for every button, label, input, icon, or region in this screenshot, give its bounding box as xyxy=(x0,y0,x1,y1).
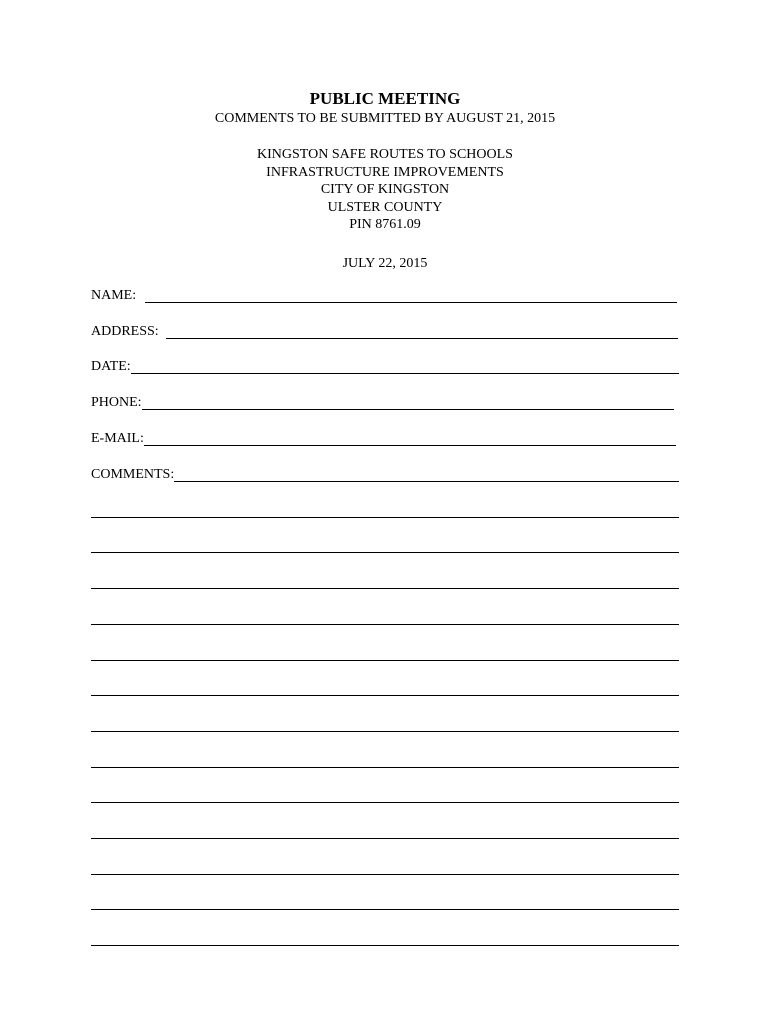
project-pin: PIN 8761.09 xyxy=(349,217,421,232)
comment-line[interactable] xyxy=(91,695,679,696)
phone-label: PHONE: xyxy=(91,395,142,410)
date-label: DATE: xyxy=(91,359,131,374)
name-label: NAME: xyxy=(91,288,137,303)
comment-line[interactable] xyxy=(91,588,679,589)
project-info xyxy=(0,146,770,234)
project-line: INFRASTRUCTURE IMPROVEMENTS xyxy=(266,164,504,180)
comment-line[interactable] xyxy=(91,660,679,661)
comment-line[interactable] xyxy=(91,945,679,946)
comment-line[interactable] xyxy=(91,517,679,518)
phone-field[interactable] xyxy=(91,393,674,411)
comment-deadline: COMMENTS TO BE SUBMITTED BY AUGUST 21, 2015 xyxy=(214,111,556,126)
comments-line[interactable] xyxy=(174,481,679,482)
comments-field[interactable] xyxy=(91,465,679,483)
email-label: E-MAIL: xyxy=(91,431,144,446)
project-line: CITY OF KINGSTON xyxy=(320,182,450,197)
comment-line[interactable] xyxy=(91,909,679,910)
page-title: PUBLIC MEETING xyxy=(309,89,461,108)
comment-line[interactable] xyxy=(91,838,679,839)
comment-line[interactable] xyxy=(91,802,679,803)
comment-line[interactable] xyxy=(91,874,679,875)
address-line[interactable] xyxy=(166,338,678,339)
meeting-date: JULY 22, 2015 xyxy=(342,256,428,271)
project-line: ULSTER COUNTY xyxy=(327,199,443,215)
comment-line[interactable] xyxy=(91,624,679,625)
date-field[interactable] xyxy=(91,357,679,375)
name-line[interactable] xyxy=(145,302,677,303)
project-line: KINGSTON SAFE ROUTES TO SCHOOLS xyxy=(257,147,513,162)
comments-label: COMMENTS: xyxy=(91,467,175,482)
address-field[interactable] xyxy=(91,322,678,340)
comment-line[interactable] xyxy=(91,552,679,553)
email-field[interactable] xyxy=(91,429,676,447)
name-field[interactable] xyxy=(91,286,677,304)
phone-line[interactable] xyxy=(142,409,674,410)
email-line[interactable] xyxy=(144,445,676,446)
comment-line[interactable] xyxy=(91,767,679,768)
comment-line[interactable] xyxy=(91,731,679,732)
date-line[interactable] xyxy=(131,373,679,374)
address-label: ADDRESS: xyxy=(91,324,159,339)
